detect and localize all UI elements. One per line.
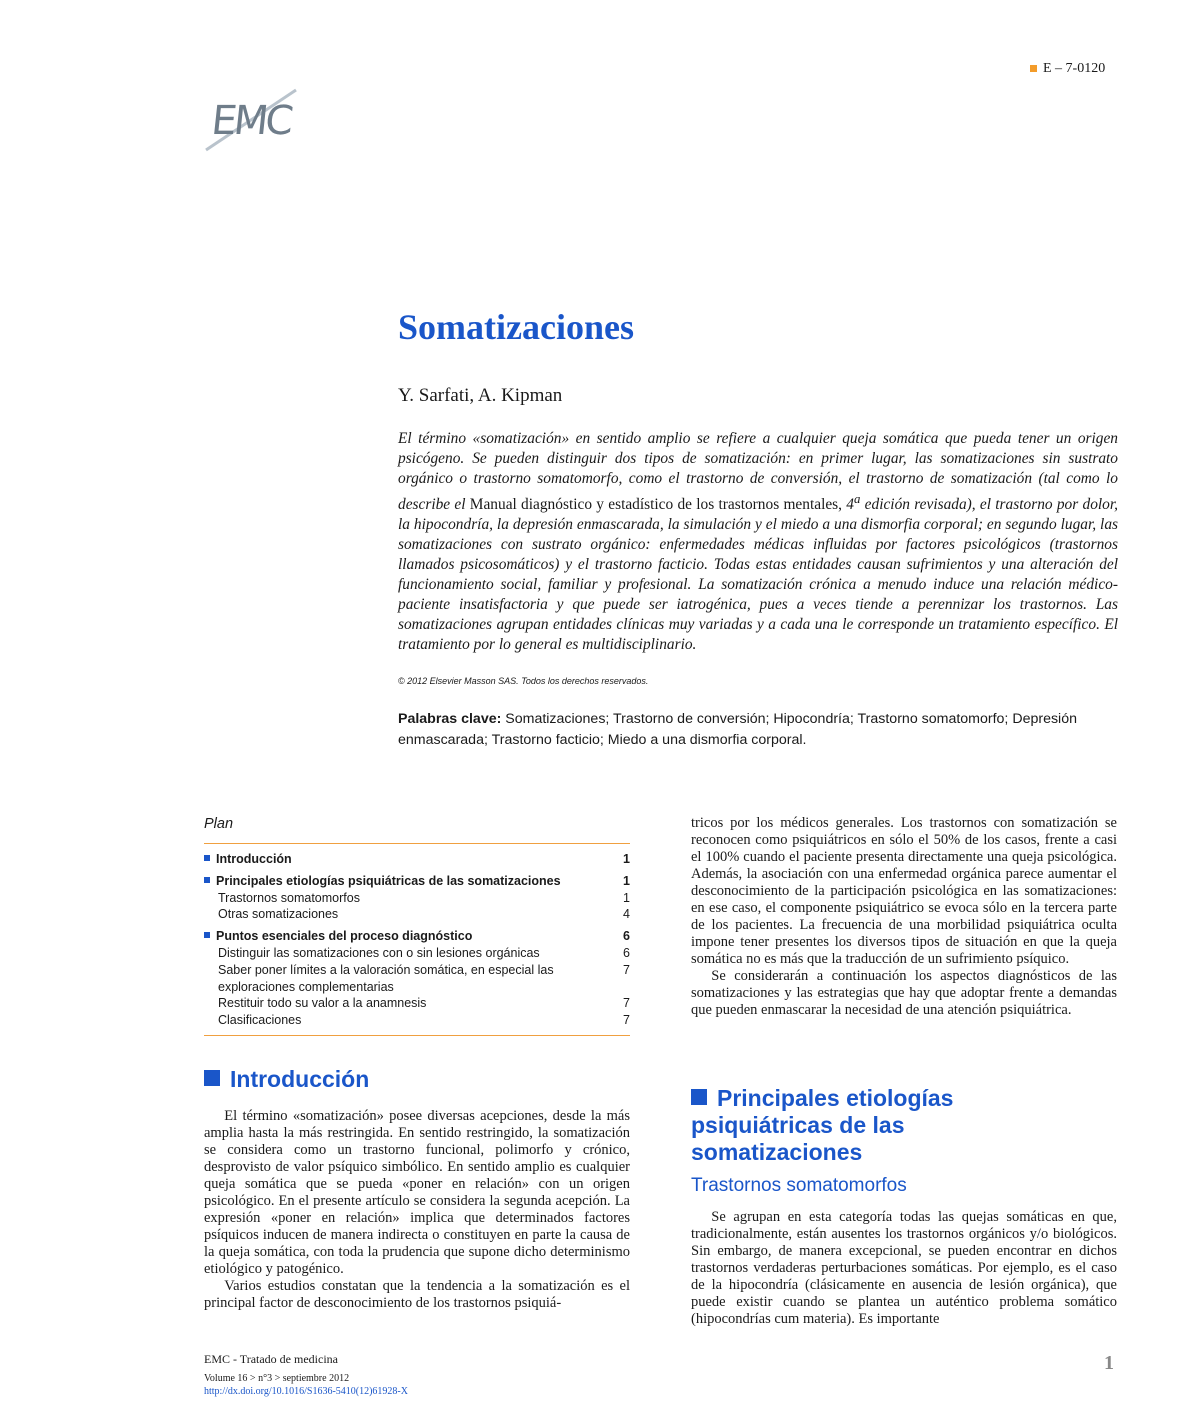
table-of-contents [204, 816, 630, 1036]
section-heading-introduccion: Introducción [204, 1066, 369, 1093]
plan-item-page: 6 [623, 929, 630, 944]
article-authors: Y. Sarfati, A. Kipman [398, 385, 563, 406]
plan-item[interactable] [204, 873, 630, 890]
plan-item-page: 6 [623, 945, 630, 960]
right-column-body [691, 815, 1117, 1019]
plan-item-page: 7 [623, 962, 630, 977]
subsection-heading-trastornos: Trastornos somatomorfos [691, 1175, 907, 1196]
keywords: Palabras clave: Somatizaciones; Trastorno de conversión; Hipocondría; Trastorno somatomorfo; Depresión enmascarada; Trastorno facticio; Miedo a una dismorfia corporal. [398, 711, 1077, 748]
paragraph: Varios estudios constatan que la tendencia a la somatización es el principal factor de desconocimiento de los trastornos psiquiá- [204, 1278, 630, 1311]
paragraph: Se considerarán a continuación los aspectos diagnósticos de las somatizaciones y las estrategias que hay que adoptar frente a demandas que pueden enmascarar la necesidad de una atención psiquiátrica. [691, 968, 1117, 1018]
plan-item-page: 1 [623, 852, 630, 866]
page-number: 1 [1104, 1352, 1114, 1374]
plan-item-label: Puntos esenciales del proceso diagnóstico [216, 929, 473, 944]
intro-body [204, 1108, 630, 1312]
plan-item[interactable] [204, 890, 630, 907]
emc-logo [200, 60, 300, 155]
orange-square-icon [1030, 65, 1037, 72]
blue-square-icon [691, 1089, 707, 1105]
paragraph: El término «somatización» posee diversas acepciones, desde la más amplia hasta la más restringida. En sentido restringido, la somatización se considera como un trastorno funcional, polimorfo y crónico, desprovisto de valor psíquico simbólico. En sentido amplio es cualquier queja somática que se pueda «poner en relación» con un origen psicológico. En el presente artículo se considera la segunda acepción. La expresión «poner en relación» implica que determinados factores psíquicos inducen de manera indirecta o constituyen en parte la causa de la queja somática, con toda la prudencia que supone dicho determinismo etiológico y patogénico. [204, 1108, 630, 1277]
plan-item-page: 1 [623, 873, 630, 888]
plan-item-label: Trastornos somatomorfos [218, 890, 360, 905]
plan-item[interactable] [204, 945, 630, 962]
emc-logo-graphic [200, 60, 300, 155]
plan-item[interactable] [204, 928, 630, 945]
article-code: E – 7-0120 [1030, 61, 1105, 77]
plan-item-page: 1 [623, 890, 630, 905]
plan-item-label: Introducción [216, 852, 292, 866]
paragraph: Se agrupan en esta categoría todas las quejas somáticas en que, tradicionalmente, están ausentes los trastornos orgánicos y/o biológicos. Sin embargo, de manera excepcional, se pueden encontrar en dichos trastornos verdaderas perturbaciones somáticas. Por ejemplo, es el caso de la hipocondría (clásicamente en ausencia de lesión orgánica), que puede existir cuando se plantea un auténtico problema somático (hipocondrías cum materia). Es importante [691, 1209, 1117, 1327]
plan-item-page: 7 [623, 996, 630, 1011]
plan-item-page: 4 [623, 907, 630, 922]
plan-item-label: Principales etiologías psiquiátricas de las somatizaciones [216, 873, 561, 888]
blue-bullet-icon [204, 932, 210, 938]
plan-item[interactable] [204, 995, 630, 1012]
section-heading-principales: Principales etiologías psiquiátricas de las somatizaciones [691, 1085, 954, 1165]
plan-item[interactable] [204, 1012, 630, 1029]
plan-item-label: Distinguir las somatizaciones con o sin lesiones orgánicas [218, 945, 540, 960]
svg-text:EMC: EMC [209, 98, 293, 144]
footer-doi-link[interactable]: http://dx.doi.org/10.1016/S1636-5410(12)61928-X [204, 1386, 408, 1397]
blue-square-icon [204, 1070, 220, 1086]
plan-item-label: Restituir todo su valor a la anamnesis [218, 996, 427, 1011]
footer-journal: EMC - Tratado de medicina [204, 1352, 338, 1366]
blue-bullet-icon [204, 877, 210, 883]
paragraph: tricos por los médicos generales. Los trastornos con somatización se reconocen como psiquiátricos en sólo el 50% de los casos, frente a casi el 100% cuando el paciente presenta directamente una queja psicológica. Además, la asociación con una enfermedad orgánica parece aumentar el desconocimiento de la participación psicológica en las somatizaciones: en ese caso, el componente psiquiátrico se evoca sólo en la tercera parte de los pacientes. La frecuencia de una morbilidad psiquiátrica oculta impone tener presentes los diversos tipos de situación en que la queja somática no es más que la traducción de un sufrimiento psíquico. [691, 815, 1117, 967]
plan-item-label: Saber poner límites a la valoración somática, en especial las exploraciones complementarias [218, 962, 554, 994]
copyright: © 2012 Elsevier Masson SAS. Todos los derechos reservados. [398, 676, 649, 686]
article-title: Somatizaciones [398, 307, 634, 347]
plan-item[interactable] [204, 851, 630, 868]
plan-item-label: Otras somatizaciones [218, 907, 339, 922]
plan-item[interactable] [204, 906, 630, 923]
blue-bullet-icon [204, 855, 210, 861]
plan-item-label: Clasificaciones [218, 1013, 302, 1028]
trastornos-body [691, 1209, 1117, 1328]
plan-item[interactable] [204, 962, 630, 996]
plan-list [204, 844, 630, 1035]
footer-volume: Volume 16 > n°3 > septiembre 2012 [204, 1373, 350, 1384]
plan-bottom-rule [204, 1035, 630, 1036]
abstract: El término «somatización» en sentido amplio se refiere a cualquier queja somática que pueda tener un origen psicógeno. Se pueden distinguir dos tipos de somatización: en primer lugar, las somatizaciones sin sustrato orgánico o trastorno somatomorfo, como el trastorno de conversión, el trastorno de somatización (tal como lo describe el Manual diagnóstico y estadístico de los trastornos mentales, 4$^a$ edición revisada), el trastorno por dolor, la hipocondría, la depresión enmascarada, la simulación y el miedo a una dismorfia corporal; en segundo lugar, las somatizaciones con sustrato orgánico: enfermedades médicas influidas por factores psicológicos (trastornos llamados psicosomáticos) y el trastorno facticio. Todas estas entidades causan sufrimientos y una alteración del funcionamiento social, familiar y profesional. La somatización crónica a menudo induce una relación médico-paciente insatisfactoria y que puede ser iatrogénica, pues a veces tiende a perennizar los trastornos. Las somatizaciones agrupan entidades clínicas muy variadas y a cada una le corresponde un tratamiento específico. El tratamiento por lo general es multidisciplinario. [398, 430, 1118, 654]
plan-title: Plan [204, 816, 234, 832]
plan-item-page: 7 [623, 1013, 630, 1028]
